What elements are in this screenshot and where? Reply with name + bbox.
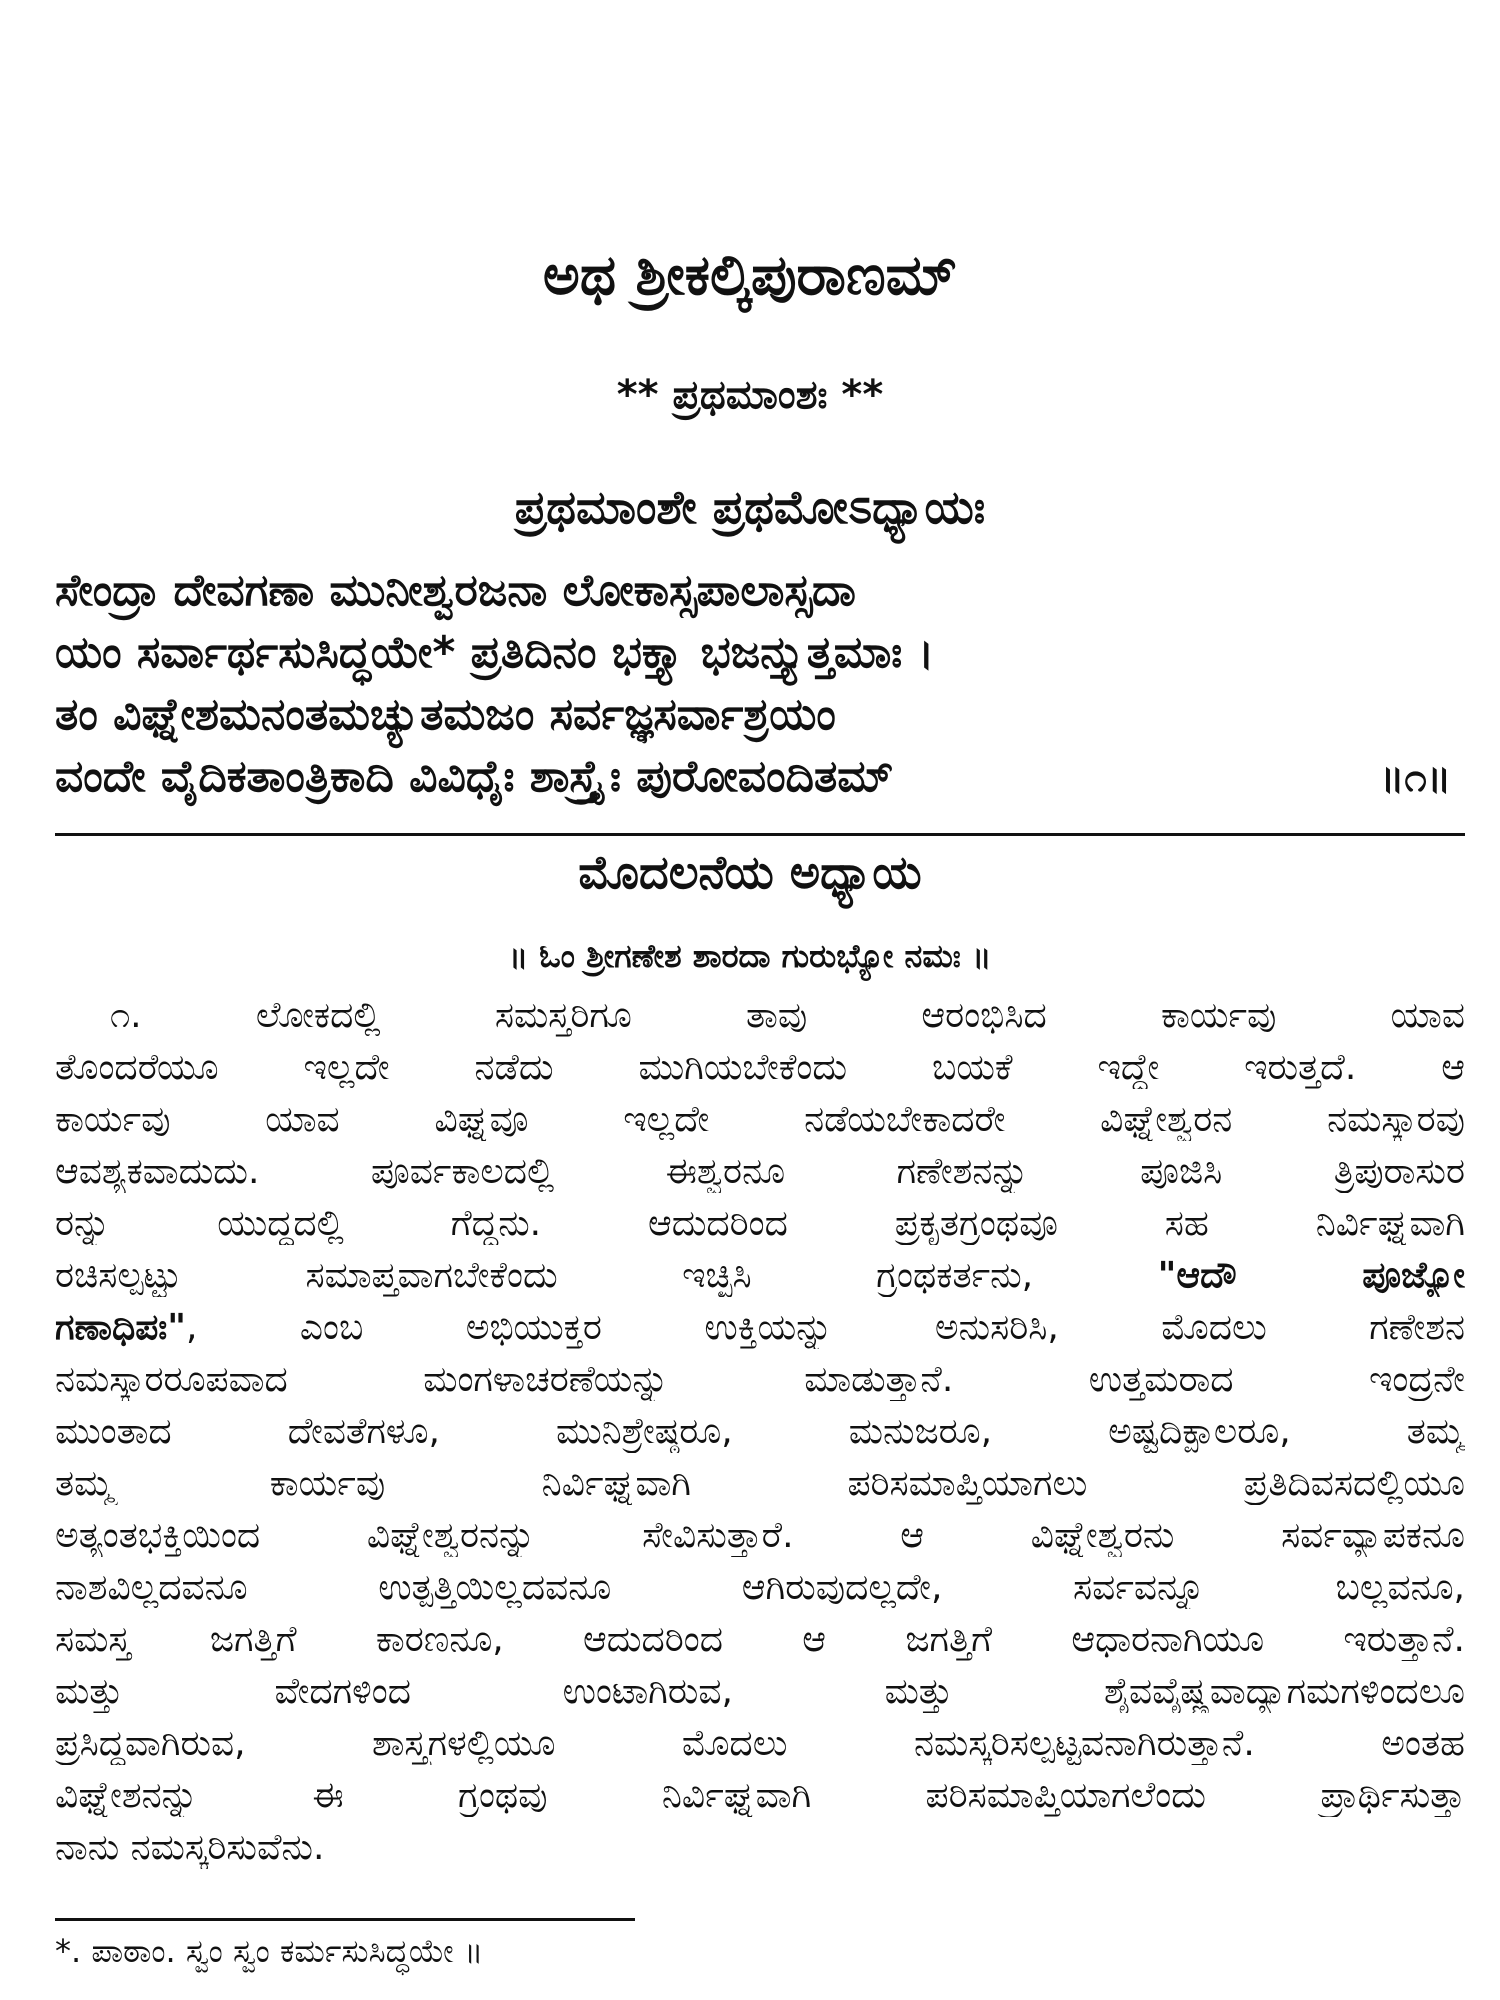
verse-line: ಸೇಂದ್ರಾ ದೇವಗಣಾ ಮುನೀಶ್ವರಜನಾ ಲೋಕಾಸ್ಸಪಾಲಾಸ್ಸದಾ — [55, 565, 856, 616]
commentary-text: , ಎಂಬ ಅಭಿಯುಕ್ತರ ಉಕ್ತಿಯನ್ನು ಅನುಸರಿಸಿ, ಮೊದಲು ಗಣೇಶನ — [186, 1307, 1465, 1348]
commentary-line: ಆವಶ್ಯಕವಾದುದು. ಪೂರ್ವಕಾಲದಲ್ಲಿ ಈಶ್ವರನೂ ಗಣೇಶನನ್ನು ಪೂಜಿಸಿ ತ್ರಿಪುರಾಸುರ — [55, 1151, 1465, 1192]
commentary-line: ತೊಂದರೆಯೂ ಇಲ್ಲದೇ ನಡೆದು ಮುಗಿಯಬೇಕೆಂದು ಬಯಕೆ ಇದ್ದೇ ಇರುತ್ತದೆ. ಆ — [55, 1047, 1465, 1088]
commentary-line: ನಾಶವಿಲ್ಲದವನೂ ಉತ್ಪತ್ತಿಯಿಲ್ಲದವನೂ ಆಗಿರುವುದಲ್ಲದೇ, ಸರ್ವವನ್ನೂ ಬಲ್ಲವನೂ, — [55, 1567, 1465, 1608]
verse-line: ತಂ ವಿಘ್ನೇಶಮನಂತಮಚ್ಯುತಮಜಂ ಸರ್ವಜ್ಞಸರ್ವಾಶ್ರಯಂ — [55, 689, 836, 740]
book-title: ಅಥ ಶ್ರೀಕಲ್ಕಿಪುರಾಣಮ್ — [542, 243, 958, 308]
chapter-heading-kannada: ಮೊದಲನೆಯ ಅಧ್ಯಾಯ — [578, 845, 922, 899]
footnote: *. ಪಾಠಾಂ. ಸ್ವಂ ಸ್ವಂ ಕರ್ಮಸುಸಿದ್ಧಯೇ ॥ — [55, 1932, 484, 1970]
commentary-line: ೧. ಲೋಕದಲ್ಲಿ ಸಮಸ್ತರಿಗೂ ತಾವು ಆರಂಭಿಸಿದ ಕಾರ್ಯವು ಯಾವ — [110, 995, 1465, 1036]
part-heading: ** ಪ್ರಥಮಾಂಶಃ ** — [616, 372, 884, 418]
invocation-line: ॥ ಓಂ ಶ್ರೀಗಣೇಶ ಶಾರದಾ ಗುರುಭ್ಯೋ ನಮಃ ॥ — [508, 937, 992, 975]
commentary-text: ರಚಿಸಲ್ಪಟ್ಟು ಸಮಾಪ್ತವಾಗಬೇಕೆಂದು ಇಚ್ಛಿಸಿ ಗ್ರಂಥಕರ್ತನು, — [55, 1255, 1158, 1296]
quoted-maxim: "ಆದೌ ಪೂಜ್ಯೋ — [1157, 1255, 1465, 1296]
commentary-line: ಮತ್ತು ವೇದಗಳಿಂದ ಉಂಟಾಗಿರುವ, ಮತ್ತು ಶೈವವೈಷ್ಣವಾದ್ಯಾಗಮಗಳಿಂದಲೂ — [55, 1671, 1465, 1712]
footnote-divider — [55, 1918, 635, 1921]
verse-number: ॥೧॥ — [1380, 755, 1452, 801]
verse-line: ವಂದೇ ವೈದಿಕತಾಂತ್ರಿಕಾದಿ ವಿವಿಧೈಃ ಶಾಸ್ತ್ರೈಃ ಪುರೋವಂದಿತಮ್ — [55, 751, 894, 802]
section-divider — [55, 833, 1465, 836]
commentary-line — [55, 1255, 1465, 1297]
commentary-line: ಪ್ರಸಿದ್ಧವಾಗಿರುವ, ಶಾಸ್ತ್ರಗಳಲ್ಲಿಯೂ ಮೊದಲು ನಮಸ್ಕರಿಸಲ್ಪಟ್ಟವನಾಗಿರುತ್ತಾನೆ. ಅಂತಹ — [55, 1723, 1465, 1764]
commentary-line: ವಿಘ್ನೇಶನನ್ನು ಈ ಗ್ರಂಥವು ನಿರ್ವಿಘ್ನವಾಗಿ ಪರಿಸಮಾಪ್ತಿಯಾಗಲೆಂದು ಪ್ರಾರ್ಥಿಸುತ್ತಾ — [55, 1775, 1465, 1816]
commentary-line: ಸಮಸ್ತ ಜಗತ್ತಿಗೆ ಕಾರಣನೂ, ಆದುದರಿಂದ ಆ ಜಗತ್ತಿಗೆ ಆಧಾರನಾಗಿಯೂ ಇರುತ್ತಾನೆ. — [55, 1619, 1465, 1660]
commentary-line: ಮುಂತಾದ ದೇವತೆಗಳೂ, ಮುನಿಶ್ರೇಷ್ಠರೂ, ಮನುಜರೂ, ಅಷ್ಟದಿಕ್ಪಾಲರೂ, ತಮ್ಮ — [55, 1411, 1465, 1452]
quoted-maxim: ಗಣಾಧಿಪಃ" — [55, 1307, 187, 1348]
commentary-line — [55, 1307, 1465, 1349]
chapter-heading-sanskrit: ಪ್ರಥಮಾಂಶೇ ಪ್ರಥಮೋಽಧ್ಯಾಯಃ — [514, 480, 986, 534]
commentary-line: ರನ್ನು ಯುದ್ಧದಲ್ಲಿ ಗೆದ್ದನು. ಆದುದರಿಂದ ಪ್ರಕೃತಗ್ರಂಥವೂ ಸಹ ನಿರ್ವಿಘ್ನವಾಗಿ — [55, 1203, 1465, 1244]
commentary-line: ಕಾರ್ಯವು ಯಾವ ವಿಘ್ನವೂ ಇಲ್ಲದೇ ನಡೆಯಬೇಕಾದರೇ ವಿಘ್ನೇಶ್ವರನ ನಮಸ್ಕಾರವು — [55, 1099, 1465, 1140]
commentary-line: ನಮಸ್ಕಾರರೂಪವಾದ ಮಂಗಳಾಚರಣೆಯನ್ನು ಮಾಡುತ್ತಾನೆ. ಉತ್ತಮರಾದ ಇಂದ್ರನೇ — [55, 1359, 1465, 1400]
commentary-line: ಅತ್ಯಂತಭಕ್ತಿಯಿಂದ ವಿಘ್ನೇಶ್ವರನನ್ನು ಸೇವಿಸುತ್ತಾರೆ. ಆ ವಿಘ್ನೇಶ್ವರನು ಸರ್ವವ್ಯಾಪಕನೂ — [55, 1515, 1465, 1556]
commentary-line: ನಾನು ನಮಸ್ಕರಿಸುವೆನು. — [55, 1827, 325, 1868]
commentary-line: ತಮ್ಮ ಕಾರ್ಯವು ನಿರ್ವಿಘ್ನವಾಗಿ ಪರಿಸಮಾಪ್ತಿಯಾಗಲು ಪ್ರತಿದಿವಸದಲ್ಲಿಯೂ — [55, 1463, 1465, 1504]
verse-line: ಯಂ ಸರ್ವಾರ್ಥಸುಸಿದ್ಧಯೇ* ಪ್ರತಿದಿನಂ ಭಕ್ತ್ಯಾ ಭಜನ್ತ್ಯುತ್ತಮಾಃ । — [55, 627, 935, 678]
